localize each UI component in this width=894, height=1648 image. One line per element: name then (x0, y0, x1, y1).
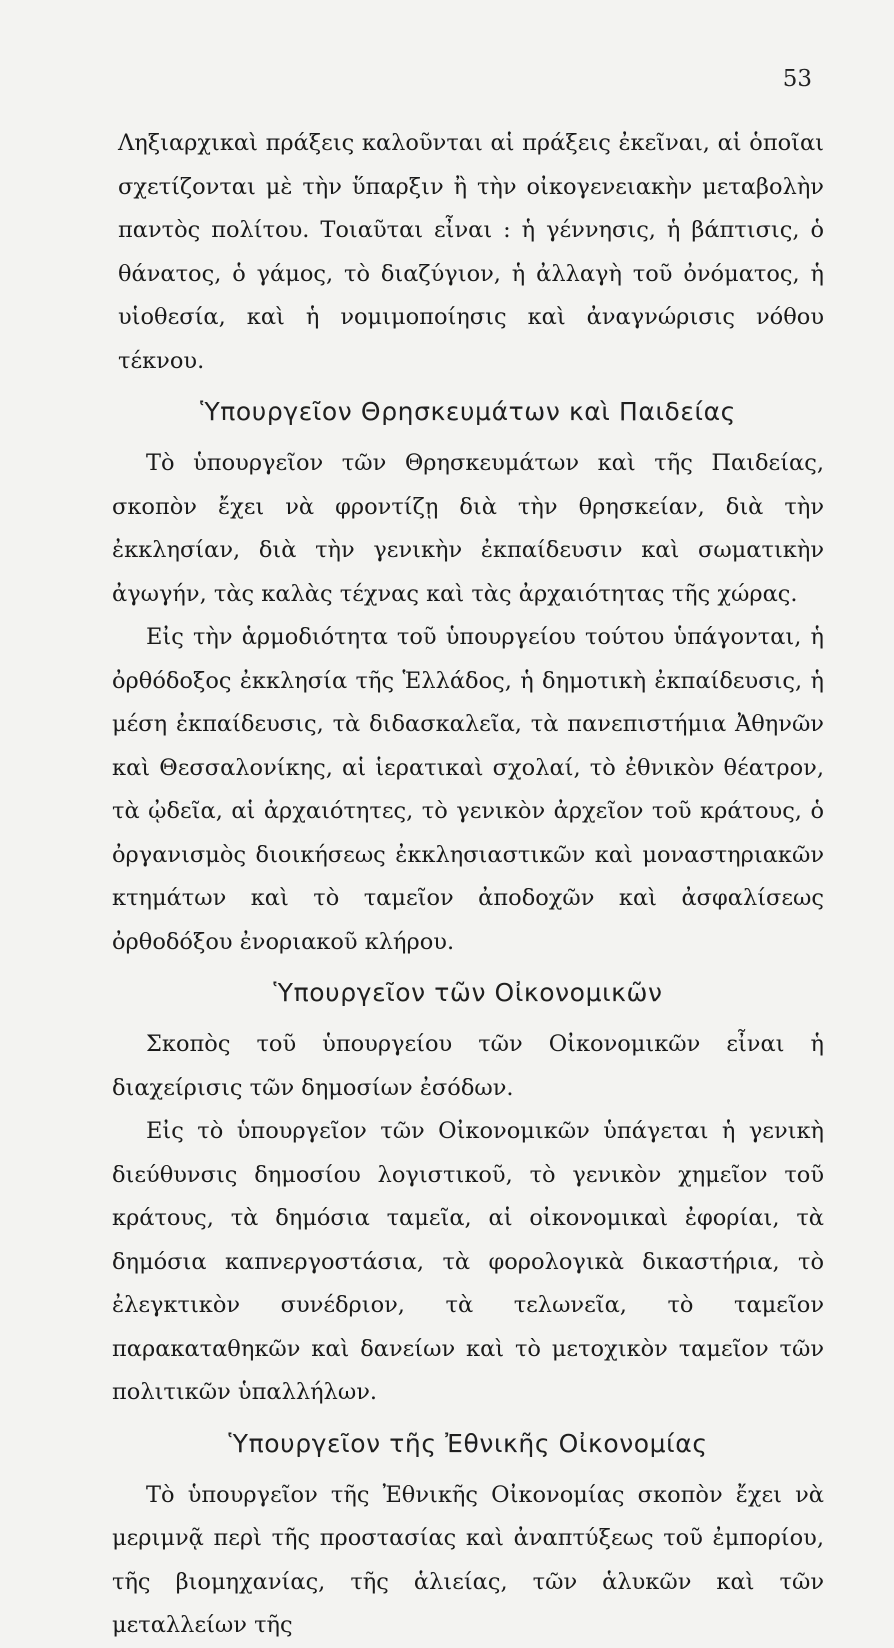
heading-ministry-finance: Ὑπουργεῖον τῶν Οἰκονομικῶν (273, 978, 663, 1007)
paragraph-ministry-finance-competence: Εἰς τὸ ὑπουργεῖον τῶν Οἰκονομικῶν ὑπάγεται ἡ γενικὴ διεύθυνσις δημοσίου λογιστικοῦ, τὸ γενικὸν χημεῖον τοῦ κράτους, τὰ δημόσια ταμεῖα, αἱ οἰκονομικαὶ ἐφορίαι, τὰ δημόσια καπνεργοστάσια, τὰ φορολογικὰ δικαστήρια, τὸ ἐλεγκτικὸν συνέδριον, τὰ τελωνεῖα, τὸ ταμεῖον παρακαταθηκῶν καὶ δανείων καὶ τὸ μετοχικὸν ταμεῖον τῶν πολιτικῶν ὑπαλλήλων. (112, 1118, 824, 1405)
paragraph-civil-acts: Ληξιαρχικαὶ πράξεις καλοῦνται αἱ πράξεις ἐκεῖναι, αἱ ὁποῖαι σχετίζονται μὲ τὴν ὕπαρξιν ἢ τὴν οἰκογενειακὴν μεταβολὴν παντὸς πολίτου. Τοιαῦται εἶναι : ἡ γέννησις, ἡ βάπτισις, ὁ θάνατος, ὁ γάμος, τὸ διαζύγιον, ἡ ἀλλαγὴ τοῦ ὀνόματος, ἡ υἱοθεσία, καὶ ἡ νομιμοποίησις καὶ ἀναγνώρισις νόθου τέκνου. (118, 130, 824, 374)
paragraph-ministry-economy-purpose: Τὸ ὑπουργεῖον τῆς Ἐθνικῆς Οἰκονομίας σκοπὸν ἔχει νὰ μεριμνᾷ περὶ τῆς προστασίας καὶ ἀναπτύξεως τοῦ ἐμπορίου, τῆς βιομηχανίας, τῆς ἁλιείας, τῶν ἁλυκῶν καὶ τῶν μεταλλείων τῆς (112, 1481, 824, 1638)
heading-ministry-national-economy: Ὑπουργεῖον τῆς Ἐθνικῆς Οἰκονομίας (228, 1428, 708, 1458)
heading-ministry-religion-education: Ὑπουργεῖον Θρησκευμάτων καὶ Παιδείας (200, 397, 736, 426)
paragraph-ministry-religion-competence: Εἰς τὴν ἁρμοδιότητα τοῦ ὑπουργείου τούτου ὑπάγονται, ἡ ὀρθόδοξος ἐκκλησία τῆς Ἑλλάδος, ἡ δημοτικὴ ἐκπαίδευσις, ἡ μέση ἐκπαίδευσις, τὰ διδασκαλεῖα, τὰ πανεπιστήμια Ἀθηνῶν καὶ Θεσσαλονίκης, αἱ ἱερατικαὶ σχολαί, τὸ ἐθνικὸν θέατρον, τὰ ᾠδεῖα, αἱ ἀρχαιότητες, τὸ γενικὸν ἀρχεῖον τοῦ κράτους, ὁ ὀργανισμὸς διοικήσεως ἐκκλησιαστικῶν καὶ μοναστηριακῶν κτημάτων καὶ τὸ ταμεῖον ἀποδοχῶν καὶ ἀσφαλίσεως ὀρθοδόξου ἐνοριακοῦ κλήρου. (112, 624, 824, 955)
page-number: 53 (782, 66, 812, 92)
paragraph-ministry-religion-purpose: Τὸ ὑπουργεῖον τῶν Θρησκευμάτων καὶ τῆς Παιδείας, σκοπὸν ἔχει νὰ φροντίζῃ διὰ τὴν θρησκείαν, διὰ τὴν ἐκκλησίαν, διὰ τὴν γενικὴν ἐκπαίδευσιν καὶ σωματικὴν ἀγωγήν, τὰς καλὰς τέχνας καὶ τὰς ἀρχαιότητας τῆς χώρας. (112, 450, 824, 607)
page-body (112, 122, 824, 1648)
paragraph-ministry-finance-purpose: Σκοπὸς τοῦ ὑπουργείου τῶν Οἰκονομικῶν εἶναι ἡ διαχείρισις τῶν δημοσίων ἐσόδων. (112, 1031, 824, 1101)
